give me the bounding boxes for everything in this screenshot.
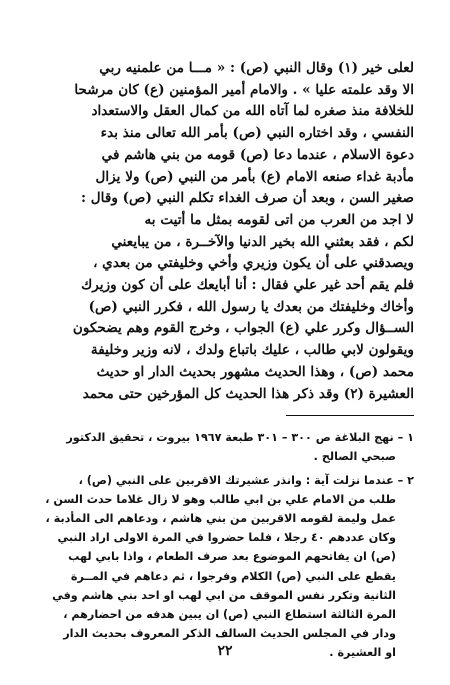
footnote-line: وكان عددهم ٤٠ رجلا ، فلما حضروا في المرة الاولى اراد النبي xyxy=(57,531,396,545)
footnotes-section xyxy=(36,428,414,662)
body-line: النفسي ، وقد اختاره النبي (ص) بأمر الله تعالى منذ بدء xyxy=(100,125,414,142)
footnote-line xyxy=(36,428,414,447)
footnote-line: صبحي الصالح . xyxy=(313,450,396,464)
footnote-line: او العشيرة . xyxy=(329,646,396,660)
footnote-line: عمل وليمة لقومه الاقربين من بني هاشم ، ودعاهم الى المأدبة ، xyxy=(45,512,396,526)
footnote-number: ١ – xyxy=(397,431,414,445)
footnote-line: ودار في المجلس الحديث السالف الذكر المعروف بحديث الدار xyxy=(63,627,396,641)
body-line: دعوة الاسلام ، عندما دعا (ص) قومه من بني هاشم في xyxy=(101,146,414,163)
body-line: وأخاك وخليفتك من بعدك يا رسول الله ، فكرر النبي (ص) xyxy=(88,298,414,315)
footnote-line: طلب من الامام علي بن ابي طالب وهو لا زال غلاما حدث السن ، xyxy=(45,492,396,506)
body-line: الســؤال وكرر علي (ع) الجواب ، وخرج القوم وهم يضحكون xyxy=(72,320,414,337)
body-line: للخلافة منذ صغره لما آتاه الله من كمال العقل والاستعداد xyxy=(91,103,414,120)
page-number: ٢٢ xyxy=(217,643,233,659)
footnote-line xyxy=(36,471,414,490)
body-line: الا وقد علمته عليا » . والامام أمير المؤمنين (ع) كان مرشحا xyxy=(74,81,414,98)
body-line: مأدبة غداء صنعه الامام (ع) بأمر من النبي (ص) ولا يزال xyxy=(95,168,414,185)
body-line: ويصدقني على أن يكون وزيري وأخي وخليفتي من بعدي ، xyxy=(93,255,414,272)
main-body-text xyxy=(36,58,414,405)
body-line: محمد (ص) ، وهذا الحديث مشهور بحديث الدار او حديث xyxy=(96,363,414,380)
footnote-text: نهج البلاغة ص ٣٠٠ – ٣٠١ طبعة ١٩٦٧ بيروت ، تحقيق الدكتور xyxy=(66,431,394,445)
footnote-separator xyxy=(286,415,414,416)
footnote-line: يقطع على النبي (ص) الكلام وفرجوا ، ثم دعاهم في المــرة xyxy=(70,569,396,583)
body-line: لكم ، فقد بعثني الله بخير الدنيا والآخــرة ، من يبايعني xyxy=(111,233,414,250)
footnote-text: عندما نزلت آية : وانذر عشيرتك الاقربين على النبي (ص) ، xyxy=(78,473,394,487)
footnote-line: المرة الثالثة استطاع النبي (ص) ان يبين هدفه من احضارهم ، xyxy=(63,608,396,622)
body-line: لا اجد من العرب من اتى لقومه بمثل ما أتيت به xyxy=(144,211,414,228)
footnote xyxy=(36,471,414,663)
body-line: فلم يقم أحد غير علي فقال : أنا أبايعك على أن كون وزيرك xyxy=(81,277,414,294)
footnote-line: (ص) ان يفاتحهم الموضوع بعد صرف الطعام ، واذا بابي لهب xyxy=(68,550,396,564)
footnote-number: ٢ – xyxy=(397,473,414,487)
body-line: لعلى خير (١) وقال النبي (ص) : « مـــا من علمنيه ربي xyxy=(99,60,414,76)
body-line: العشيرة (٢) وقد ذكر هذا الحديث كل المؤرخين حتى محمد xyxy=(82,385,414,402)
body-line: ويقولون لابي طالب ، عليك باتباع ولدك ، لانه وزير وخليفة xyxy=(90,342,414,359)
footnote-line: الثانية وتكرر نفس الموقف من ابي لهب او احد بني هاشم وفي xyxy=(52,588,396,602)
footnote xyxy=(36,428,414,466)
body-line: صغير السن ، وبعد أن صرف الغداء تكلم النبي (ص) وقال : xyxy=(81,190,414,207)
